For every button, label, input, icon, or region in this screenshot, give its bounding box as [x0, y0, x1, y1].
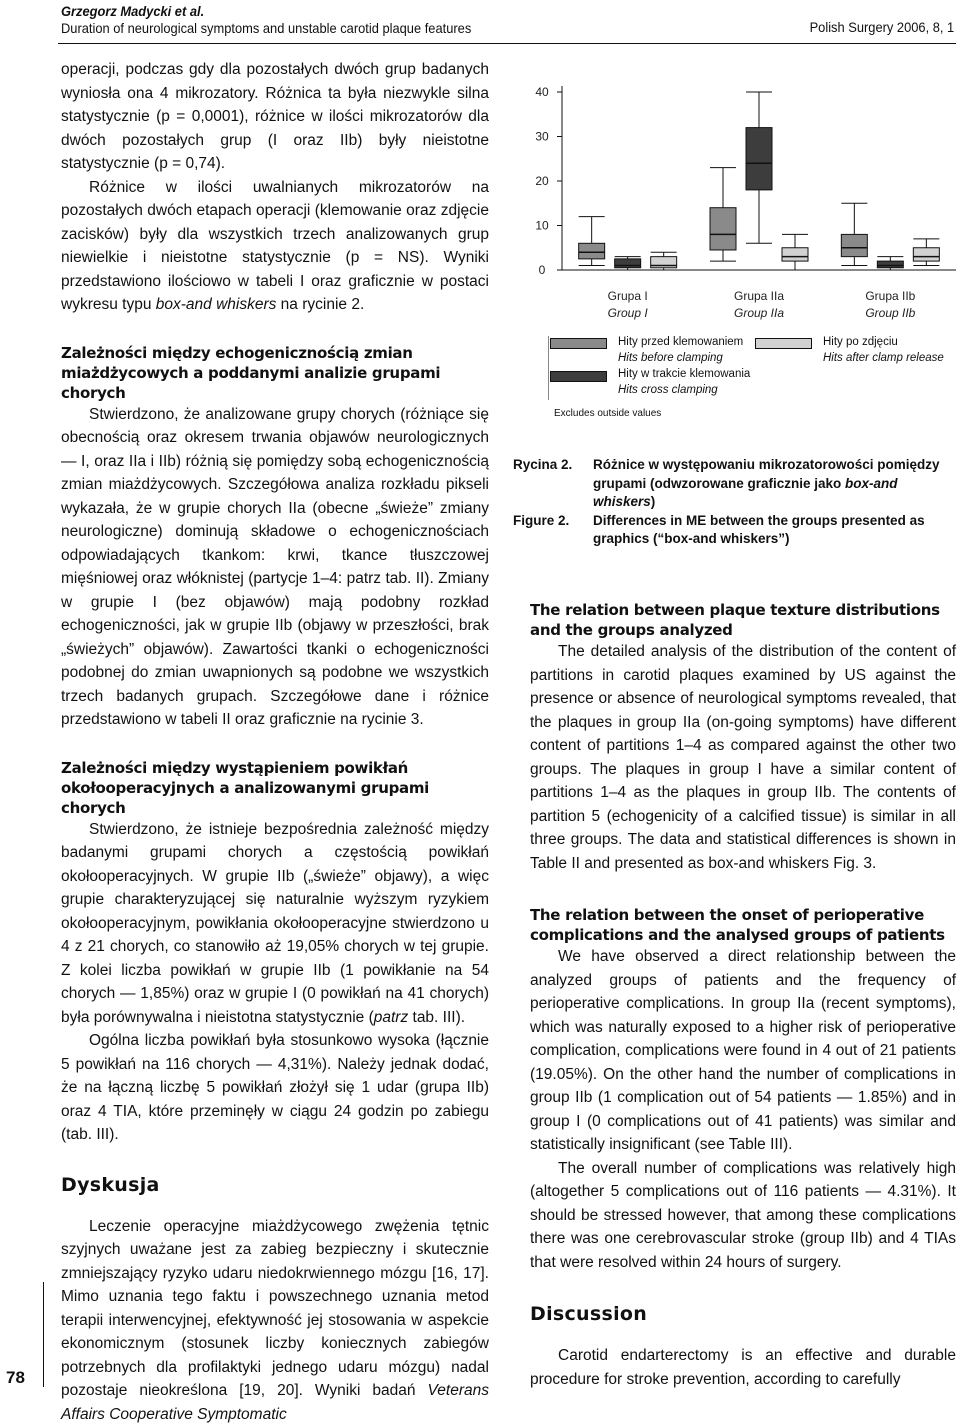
y-tick-label: 40	[535, 85, 549, 99]
header-journal: Polish Surgery 2006, 8, 1	[809, 19, 954, 35]
box	[841, 234, 867, 256]
legend-excludes-note: Excludes outside values	[554, 406, 661, 422]
section-heading: The relation between plaque texture distributions and the groups analyzed	[530, 600, 956, 640]
section-heading: Zależności między wystąpieniem powikłań okołooperacyjnych a analizowanymi grupami chorych	[61, 758, 489, 818]
section-heading: Dyskusja	[61, 1173, 489, 1197]
legend-swatch-before	[550, 338, 607, 349]
paragraph: Stwierdzono, że istnieje bezpośrednia zależność między badanymi grupami chorych a częstością powikłań okołooperacyjnych. W grupie IIb („świeże” objawy), a więc grupie charakteryzującej się naturalnie wyższym ryzykiem okołooperacyjnym, powikłania okołooperacyjne stwierdzono u 4 z 21 chorych, co stanowiło aż 19,05% chorych w tej grupie. Z kolei liczba powikłań w grupie IIb (1 powikłanie na 54 chorych — 1,85%) oraz w grupie I (0 powikłań na 41 chorych) była porównywalna i nieistotna statystycznie (patrz tab. III).	[61, 818, 489, 1030]
y-tick-label: 20	[535, 174, 549, 188]
group-label-en: Group I	[608, 306, 649, 320]
caption-label-en: Figure 2.	[513, 512, 569, 531]
header-rule	[58, 43, 956, 44]
box	[710, 208, 736, 250]
page-number-rule	[43, 1282, 44, 1387]
paragraph: Stwierdzono, że analizowane grupy chorych (różniące się obecnością oraz okresem trwania objawów neurologicznych — I, oraz IIa i IIb) różnią się pomiędzy sobą echogenicznością zmian miażdżycowych. Szczegółowa analiza rozkładu pikseli wykazała, że w grupie chorych IIa (obecne „świeże” zmiany neurologiczne) dominują składowe o echogenicznościach odpowiadających tkankom: krwi, tkance tłuszczowej mięśniowej oraz włóknistej (partycje 1–4: patrz tab. II). Zmiany w grupie I (bez objawów) mają podobny rozkład echogeniczności, jak w grupie IIb (objawy w przeszłości, brak „świeżych” objawów). Zawartości tkanki o echogeniczności podobnej do zmian uwapnionych są podobne we wszystkich trzech badanych grupach. Szczegółowe dane i różnice przedstawiono w tabeli II oraz graficznie na rycinie 3.	[61, 403, 489, 732]
group-label-pl: Grupa IIb	[865, 289, 915, 303]
legend-label-after-pl: Hity po zdjęciu	[823, 334, 953, 350]
group-label-pl: Grupa I	[608, 289, 648, 303]
left-column	[61, 58, 489, 1426]
box	[913, 248, 939, 261]
paragraph: The overall number of complications was relatively high (altogether 5 complications out of 116 patients — 4.31%). It should be stressed however, that among these complications there was one cerebrovascular stroke (group IIb) and 4 TIAs that were resolved within 24 hours of surgery.	[530, 1157, 956, 1275]
section-heading: The relation between the onset of perioperative complications and the analysed groups of patients	[530, 905, 956, 945]
paragraph: The detailed analysis of the distribution of the content of partitions in carotid plaques examined by US against the presence or absence of neurological symptoms revealed, that the plaques in group IIa (on-going symptoms) have different content of partitions 1–4 as compared against the other two groups. The plaques in group I have a similar content of partitions 1–4 as the plaques in group IIb. The contents of partition 5 (echogenicity of a calcified tissue) is similar in all three groups. The data and statistical differences is shown in Table II and presented as box-and whiskers Fig. 3.	[530, 640, 956, 875]
paragraph: Carotid endarterectomy is an effective and durable procedure for stroke prevention, according to carefully	[530, 1344, 956, 1391]
header-authors: Grzegorz Madycki et al.	[61, 3, 471, 20]
right-column	[530, 600, 956, 1391]
legend-label-cross-en: Hits cross clamping	[618, 382, 750, 398]
group-label-en: Group IIa	[734, 306, 784, 320]
header-title: Duration of neurological symptoms and unstable carotid plaque features	[61, 20, 471, 37]
box	[877, 261, 903, 268]
group-label-pl: Grupa IIa	[734, 289, 784, 303]
caption-label-pl: Rycina 2.	[513, 456, 572, 475]
paragraph: Różnice w ilości uwalnianych mikrozatorów na pozostałych dwóch etapach operacji (klemowanie oraz zdjęcie zacisków) były dla wszystkich trzech analizowanych grup niewielkie i nieistotne statystycznie (p = NS). Wyniki przedstawiono ilościowo w tabeli I oraz graficznie w postaci wykresu typu box-and whiskers na rycinie 2.	[61, 176, 489, 317]
y-tick-label: 10	[535, 219, 549, 233]
chart-legend	[548, 332, 958, 424]
box	[615, 259, 641, 268]
section-heading: Zależności między echogenicznością zmian miażdżycowych a poddanymi analizie grupami chorych	[61, 343, 489, 403]
paragraph: Ogólna liczba powikłań była stosunkowo wysoka (łącznie 5 powikłań na 116 chorych — 4,31%). Należy jednak dodać, że na łączną liczbę 5 powikłań złożył się 1 udar (grupa IIb) oraz 4 TIA, które przeminęły w ciągu 24 godzin po zabiegu (tab. III).	[61, 1029, 489, 1147]
section-heading: Discussion	[530, 1302, 956, 1326]
box	[579, 243, 605, 259]
y-tick-label: 30	[535, 130, 549, 144]
legend-label-before-pl: Hity przed klemowaniem	[618, 334, 750, 350]
caption-text-en: Differences in ME between the groups presented as graphics (“box-and whiskers”)	[593, 513, 925, 547]
box-plot-chart	[526, 70, 960, 332]
y-tick-label: 0	[539, 263, 546, 277]
legend-swatch-after	[755, 338, 812, 349]
box	[746, 128, 772, 190]
legend-swatch-cross	[550, 371, 607, 382]
figure-caption: Rycina 2. Różnice w występowaniu mikrozatorowości pomiędzy grupami (odwzorowane graficznie jako box-and whiskers) Figure 2. Differences in ME between the groups presented as graphics (“box-and whiskers”)	[513, 456, 958, 549]
paragraph: operacji, podczas gdy dla pozostałych dwóch grup badanych wyniosła ona 4 mikrozatory. Różnica ta była niezwykle silna statystycznie (p = 0,0001), różnice w ilości mikrozatorów dla dwóch pozostałych grup (I oraz IIb) były nieistotne statystycznie (p = 0,74).	[61, 58, 489, 176]
paragraph: Leczenie operacyjne miażdżycowego zwężenia tętnic szyjnych uważane jest za zabieg bezpieczny i skutecznie zmniejszający ryzyko udaru niedokrwiennego mózgu [16, 17]. Mimo uznania tego faktu i powszechnego uznania metod terapii interwencyjnej, efektywność jej stosowania w aspekcie ekonomicznym (stosunek liczby koniecznych zabiegów potrzebnych dla profilaktyki jednego udaru mózgu) nadal pozostaje nieokreślona [19, 20]. Wyniki badań Veterans Affairs Cooperative Symptomatic	[61, 1215, 489, 1426]
legend-label-cross-pl: Hity w trakcie klemowania	[618, 366, 750, 382]
legend-label-before-en: Hits before clamping	[618, 350, 750, 366]
group-label-en: Group IIb	[865, 306, 915, 320]
legend-label-after-en: Hits after clamp release	[823, 350, 953, 366]
running-header	[61, 3, 471, 37]
box	[782, 248, 808, 261]
paragraph: We have observed a direct relationship between the analyzed groups of patients and the frequency of perioperative complications. In group IIa (recent symptoms), which was naturally exposed to a higher risk of perioperative complication, complications were found in 4 out of 21 patients (19.05%). On the other hand the number of complications in group IIb (1 complication out of 54 patients — 1.85%) and in group I (0 complications out of 41 patients) was similar and statistically insignificant (see Table III).	[530, 945, 956, 1157]
page-number: 78	[6, 1368, 25, 1388]
